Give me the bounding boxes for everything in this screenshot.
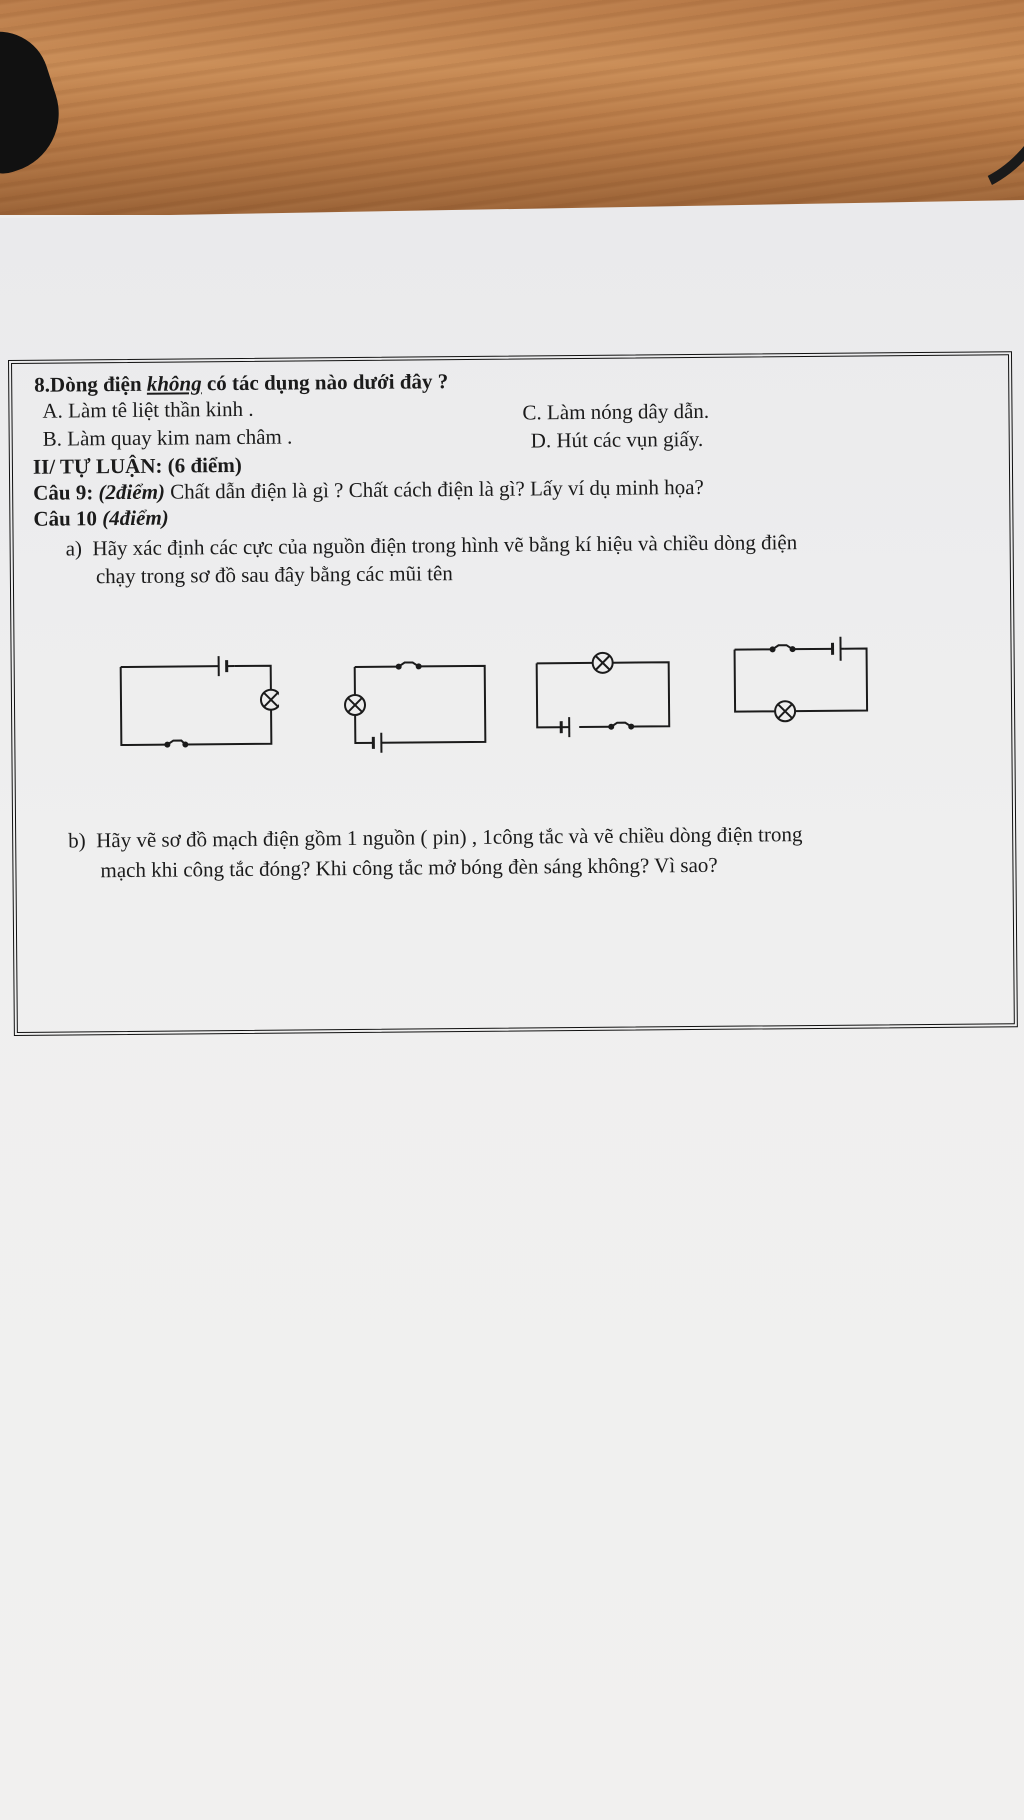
question-8-option-c: C. Làm nóng dây dẫn. [522,398,710,425]
circuit-diagram-3 [535,644,676,745]
question-8-option-d: D. Hút các vụn giấy. [530,426,704,453]
wire [355,666,486,743]
question-8-option-a: A. Làm tê liệt thần kinh . [42,396,254,423]
question-9: Câu 9: (2điểm) Chất dẫn điện là gì ? Chất cách điện là gì? Lấy ví dụ minh họa? [33,474,704,505]
switch-icon [399,662,419,666]
question-8-option-b: B. Làm quay kim nam châm . [42,424,293,451]
switch-icon [773,645,793,649]
question-10b-line-2: mạch khi công tắc đóng? Khi công tắc mở bóng đèn sáng không? Vì sao? [100,852,718,883]
circuit-diagram-1 [119,654,280,755]
question-8-emphasis: không [146,371,202,396]
question-10a-line-1: a) Hãy xác định các cực của nguồn điện trong hình vẽ bằng kí hiệu và chiều dòng điện [65,530,798,561]
question-10-heading: Câu 10 (4điểm) [33,505,169,531]
circuit-diagram-2 [333,656,494,757]
question-8-stem: 8.Dòng điện không có tác dụng nào dưới đây ? [34,369,449,397]
wire [121,666,272,745]
question-10b-line-1: b) Hãy vẽ sơ đồ mạch điện gồm 1 nguồn ( pin) , 1công tắc và vẽ chiều dòng điện trong [68,822,803,853]
circuit-diagram-4 [732,628,883,729]
exam-content-box [8,351,1018,1036]
question-10a-line-2: chạy trong sơ đồ sau đây bằng các mũi tên [95,561,453,589]
section-2-heading: II/ TỰ LUẬN: (6 điểm) [32,452,242,479]
wire [735,649,868,712]
switch-icon [611,723,631,727]
